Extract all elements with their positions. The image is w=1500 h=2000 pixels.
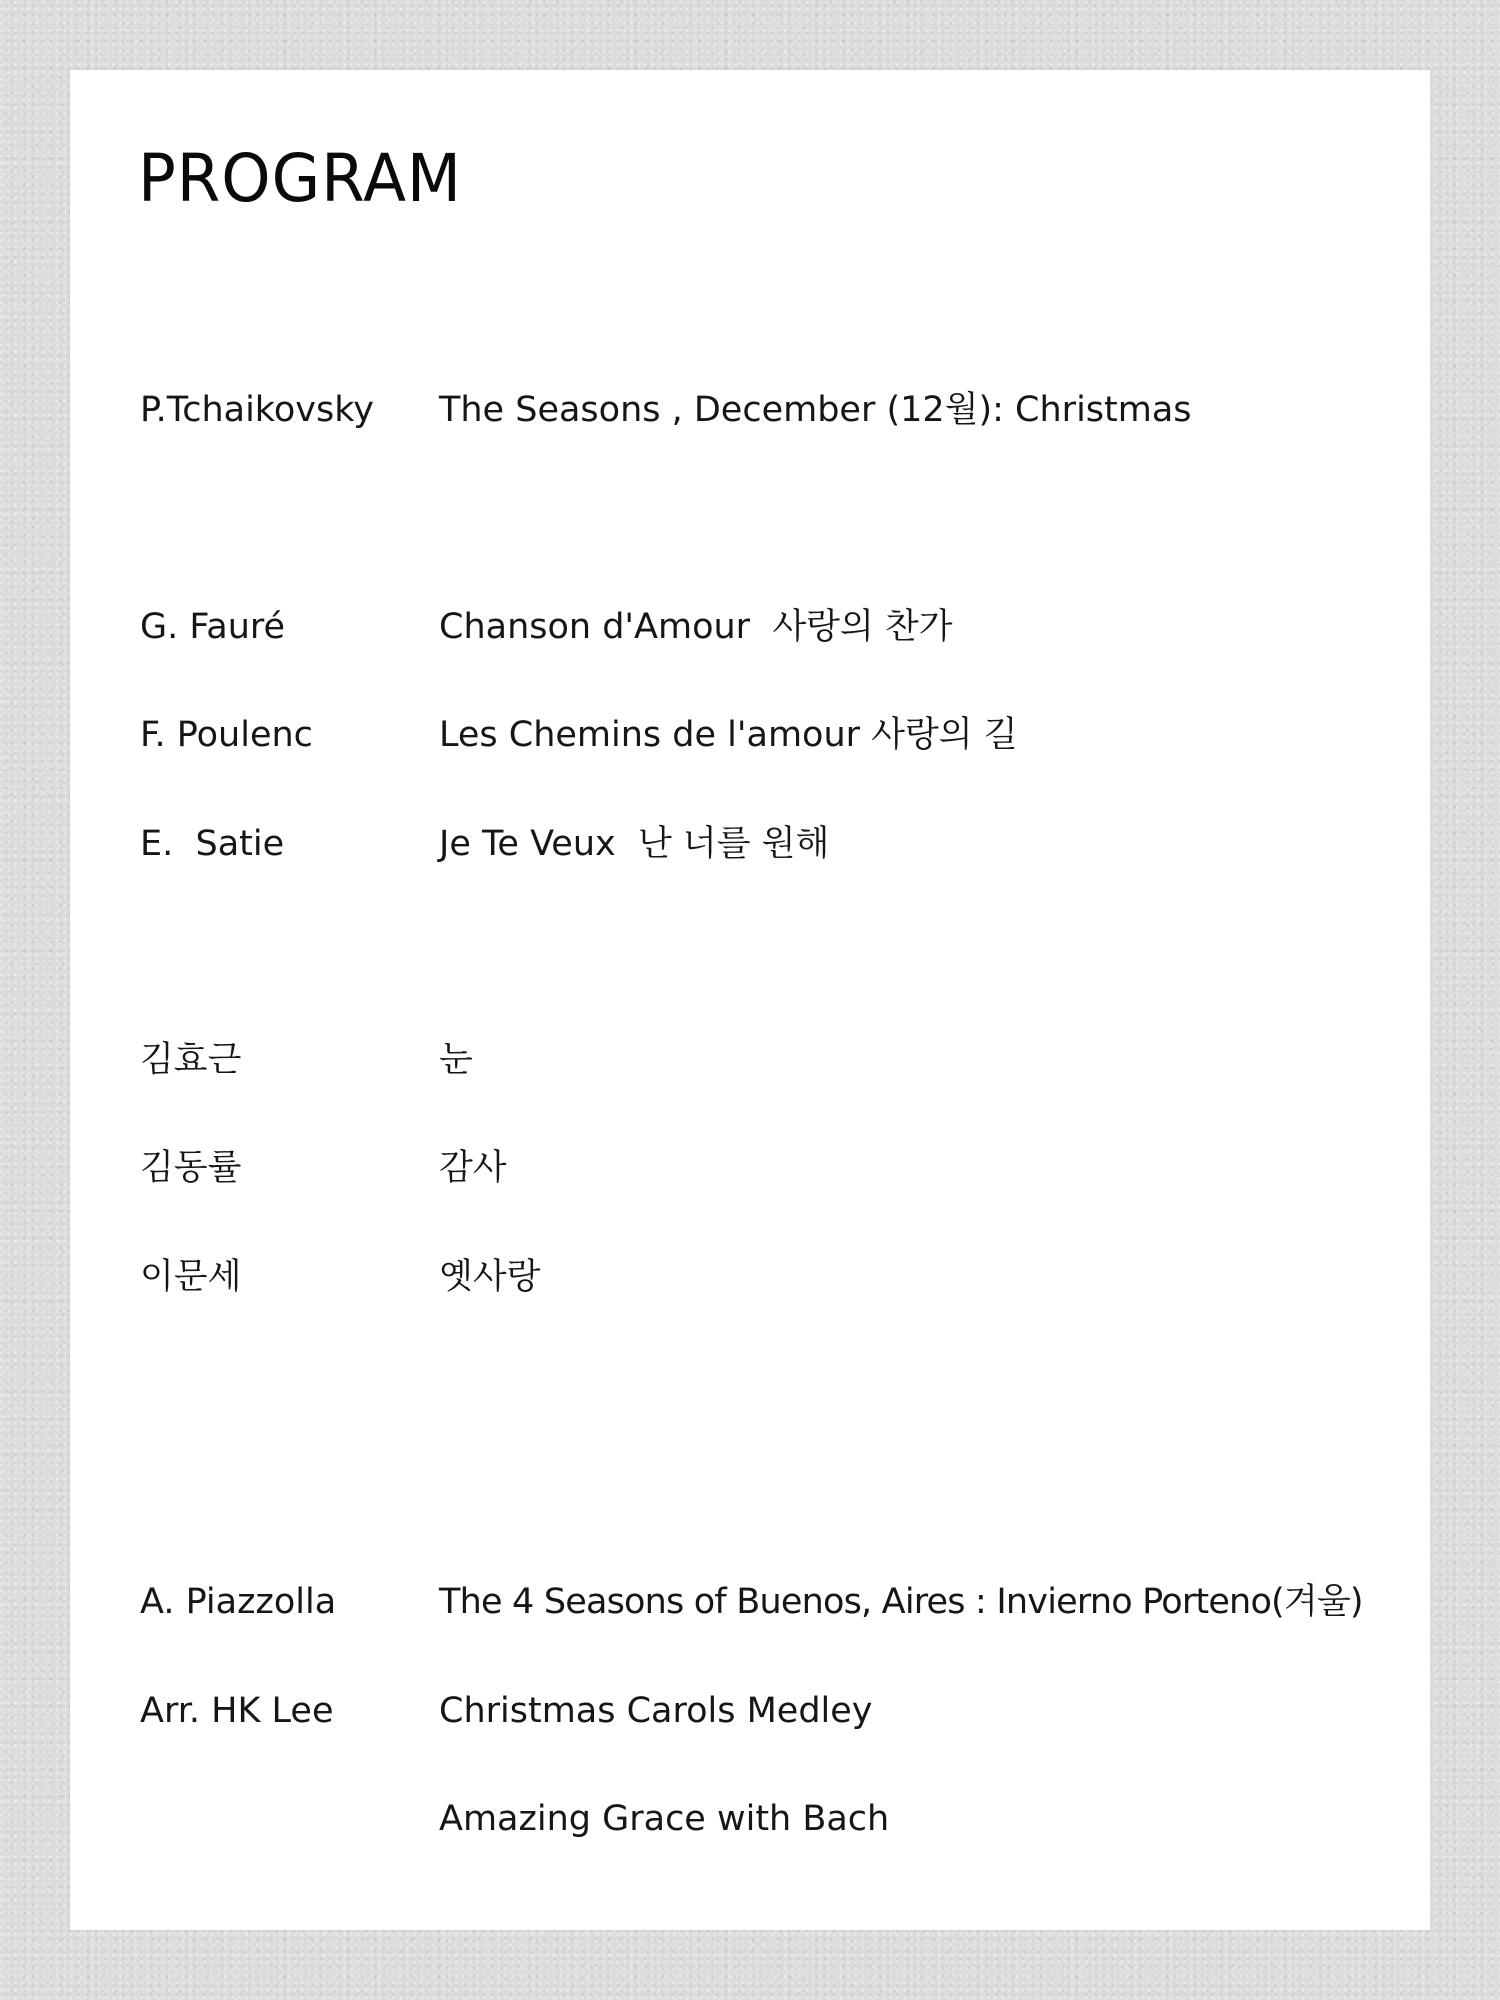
work-title: The 4 Seasons of Buenos, Aires : Invierno Porteno(겨울) xyxy=(439,1582,1363,1622)
composer-name: A. Piazzolla xyxy=(140,1582,337,1622)
composer-name: 이문세 xyxy=(140,1257,242,1297)
composer-name: E. Satie xyxy=(140,824,285,864)
composer-name: G. Fauré xyxy=(140,607,286,647)
program-item xyxy=(70,1143,1430,1193)
composer-name: Arr. HK Lee xyxy=(140,1691,334,1731)
program-item xyxy=(70,1577,1430,1627)
work-title: Chanson d'Amour 사랑의 찬가 xyxy=(439,607,953,647)
program-title: PROGRAM xyxy=(138,140,462,217)
program-item xyxy=(70,385,1430,435)
program-sheet xyxy=(70,70,1430,1930)
work-title: 감사 xyxy=(439,1148,507,1188)
program-item xyxy=(70,819,1430,869)
work-title: The Seasons , December (12월): Christmas xyxy=(439,390,1192,430)
program-item xyxy=(70,1686,1430,1736)
program-item xyxy=(70,1035,1430,1085)
program-item xyxy=(70,1252,1430,1302)
program-item xyxy=(70,710,1430,760)
work-title: 옛사랑 xyxy=(439,1257,541,1297)
work-title: Je Te Veux 난 너를 원해 xyxy=(439,824,830,864)
composer-name: 김효근 xyxy=(140,1040,242,1080)
work-title: 눈 xyxy=(439,1040,473,1080)
work-title: Amazing Grace with Bach xyxy=(439,1799,890,1839)
work-title: Christmas Carols Medley xyxy=(439,1691,873,1731)
composer-name: P.Tchaikovsky xyxy=(140,390,374,430)
program-item xyxy=(70,1794,1430,1844)
composer-name: F. Poulenc xyxy=(140,715,313,755)
program-item xyxy=(70,602,1430,652)
composer-name: 김동률 xyxy=(140,1148,242,1188)
work-title: Les Chemins de l'amour 사랑의 길 xyxy=(439,715,1018,755)
